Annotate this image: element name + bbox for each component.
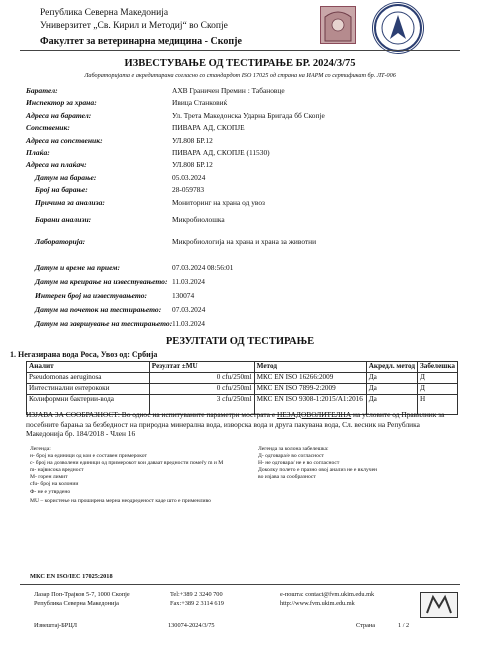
col-accredited: Акредл. метод: [366, 362, 417, 373]
doc-code: Извештај-БРЦЛ: [34, 622, 78, 629]
report-title: ИЗВЕСТУВАЊЕ ОД ТЕСТИРАЊЕ БР. 2024/3/75: [124, 58, 356, 69]
cell-analyte: Колиформни бактерии-вода: [27, 395, 150, 415]
footer-divider: [20, 584, 460, 585]
standard-label: МКС EN ISO/IEC 17025:2018: [30, 573, 113, 580]
legend-item: Легенда:: [30, 446, 51, 452]
legend-item: Н- не одговара/ не е во согласност: [258, 460, 340, 467]
results-table: [26, 361, 458, 415]
field-label: Сопственик:: [26, 123, 70, 133]
fax-line: Fax:+389 2 3114 619: [170, 599, 224, 607]
legend-right: [258, 446, 377, 481]
legend-item: во изјава за сообразност: [258, 474, 316, 481]
footer-phone: [170, 591, 224, 608]
field-value: УЛ.808 БР.12: [172, 160, 213, 170]
website-link[interactable]: http://www.fvm.ukim.edu.mk: [280, 599, 355, 607]
legend-item: н- број на единици од кои е составен примерокот: [30, 453, 147, 460]
table-row: [27, 384, 458, 395]
legend-left: [30, 446, 223, 496]
field-label: Адреса на плаќач:: [26, 160, 87, 170]
address-line: Лазар Поп-Трајков 5-7, 1000 Скопје: [34, 591, 130, 598]
university-logo: [320, 6, 356, 44]
sample-heading: 1. Негазирана вода Роса, Увоз од: Србија: [10, 350, 158, 359]
date-value: 11.03.2024: [172, 319, 205, 328]
legend-item: M- горен лимит: [30, 474, 68, 481]
legend-item: Доколку полето е празно овој анализ не е вклучен: [258, 467, 378, 474]
results-title: РЕЗУЛТАТИ ОД ТЕСТИРАЊЕ: [165, 336, 315, 347]
date-label: Интерен број на известувањето:: [35, 291, 148, 300]
field-value: Ул. Трета Македонска Ударна Бригада бб Скопје: [172, 110, 325, 120]
statement-part2: на условите од Правилник за посебните барања за безбедност на природна минерална вода, изворска вода и друга пакувана вода, Сл. весник на Република Македонија бр. 184/2018 - Член 16: [26, 410, 445, 438]
cell-result: 0 cfu/250ml: [149, 373, 254, 384]
cell-analyte: Интестинални ентерококи: [27, 384, 150, 395]
field-label: Датум на барање:: [35, 172, 97, 182]
statement-part1: ИЗЈАВА ЗА СООБРАЗНОСТ: Во однос на испитуваните параметри мострата е: [26, 410, 277, 419]
header-divider: [20, 50, 460, 51]
col-method: Метод: [254, 362, 366, 373]
field-value: Мониторинг на храна од увоз: [172, 197, 265, 207]
field-value: Микробиолошка: [172, 215, 225, 224]
doc-ref: 130074-2024/3/75: [168, 622, 215, 629]
date-value: 130074: [172, 291, 195, 300]
mu-note: MU – користење на проширена мерна неодреденост каде што е применливо: [30, 498, 211, 504]
field-value: Микробиологија на храна и храна за животни: [172, 237, 317, 247]
cell-note: Н: [417, 395, 457, 415]
date-label: Датум на креирање на известувањето:: [35, 277, 168, 286]
field-value: Ивица Станковиќ: [172, 98, 228, 108]
accreditation-mark: [420, 592, 458, 618]
cell-note: Д: [417, 384, 457, 395]
field-value: ПИВАРА АД, СКОПЈЕ (11530): [172, 148, 270, 157]
cell-result: 3 cfu/250ml: [149, 395, 254, 415]
conformity-statement: [26, 410, 458, 439]
date-value: 07.03.2024: [172, 305, 206, 314]
cell-result: 0 cfu/250ml: [149, 384, 254, 395]
cell-method: МКС EN ISO 7899-2:2009: [254, 384, 366, 395]
page-label: Страна: [356, 622, 376, 629]
date-value: 07.03.2024 08:56:01: [172, 263, 234, 272]
legend-item: m- највисока вредност: [30, 467, 84, 474]
address-line: Република Северна Македонија: [34, 599, 119, 607]
legend-item: Д- одговара/е во согласност: [258, 453, 324, 460]
field-value: АХВ Граничен Премин : Табановце: [172, 86, 285, 95]
legend-item: cfu- број на колонии: [30, 481, 79, 488]
accreditation-note: Лабораторијата е акредитирана согласно со стандардот ISO 17025 од страна на ИАРМ со сертификат бр. ЛТ-006: [84, 72, 396, 79]
date-value: 11.03.2024: [172, 277, 205, 286]
cell-accredited: Да: [366, 395, 417, 415]
footer-contact: [280, 591, 374, 608]
field-label: Плаќа:: [26, 148, 50, 157]
field-value: УЛ.808 БР.12: [172, 135, 213, 145]
field-value: 28-059783: [172, 185, 205, 195]
field-label: Причина за анализа:: [35, 197, 105, 207]
col-analyte: Аналит: [27, 362, 150, 373]
university-name: Универзитет „Св. Кирил и Методиј“ во Скопје: [40, 21, 228, 31]
field-label: Лабораторија:: [35, 237, 86, 247]
field-value: 05.03.2024: [172, 172, 206, 182]
country-name: Република Северна Македонија: [40, 8, 169, 18]
cell-analyte: Pseudomonas aeruginosa: [27, 373, 150, 384]
footer-address: [34, 591, 130, 608]
field-value: ПИВАРА АД, СКОПЈЕ: [172, 123, 245, 133]
col-result: Резултат ±MU: [149, 362, 254, 373]
date-label: Датум на завршување на тестирањето:: [35, 319, 173, 328]
field-label: Барател:: [26, 86, 58, 95]
page-number: 1 / 2: [398, 622, 410, 629]
statement-verdict: НЕЗАДОВОЛИТЕЛНА: [276, 410, 352, 419]
faculty-logo: [372, 2, 424, 54]
cell-method: МКС EN ISO 9308-1:2015/A1:2016: [254, 395, 366, 415]
legend-item: Легенда за колона забелешка:: [258, 446, 329, 452]
cell-accredited: Да: [366, 373, 417, 384]
field-label: Адреса на барател:: [26, 110, 92, 120]
cell-method: МКС EN ISO 16266:2009: [254, 373, 366, 384]
table-header-row: [27, 362, 458, 373]
date-label: Датум и време на прием:: [35, 263, 121, 272]
faculty-name: Факултет за ветеринарна медицина - Скопје: [40, 36, 242, 47]
legend-item: Ф- не е утврдено: [30, 488, 71, 495]
table-row: [27, 373, 458, 384]
field-label: Адреса на сопственик:: [26, 135, 103, 145]
phone-line: Tel:+389 2 3240 700: [170, 591, 223, 598]
col-note: Забелешка: [417, 362, 457, 373]
field-label: Број на барање:: [35, 185, 88, 195]
field-label: Инспектор за храна:: [26, 98, 97, 108]
field-label: Барани анализи:: [35, 215, 92, 224]
email-link[interactable]: e-пошта: contact@fvm.ukim.edu.mk: [280, 591, 375, 598]
date-label: Датум на почеток на тестирањето:: [35, 305, 162, 314]
cell-note: Д: [417, 373, 457, 384]
cell-accredited: Да: [366, 384, 417, 395]
legend-item: с- број на дозволени единици од примерокот кои даваат вредности помеѓу m и M: [30, 460, 224, 467]
